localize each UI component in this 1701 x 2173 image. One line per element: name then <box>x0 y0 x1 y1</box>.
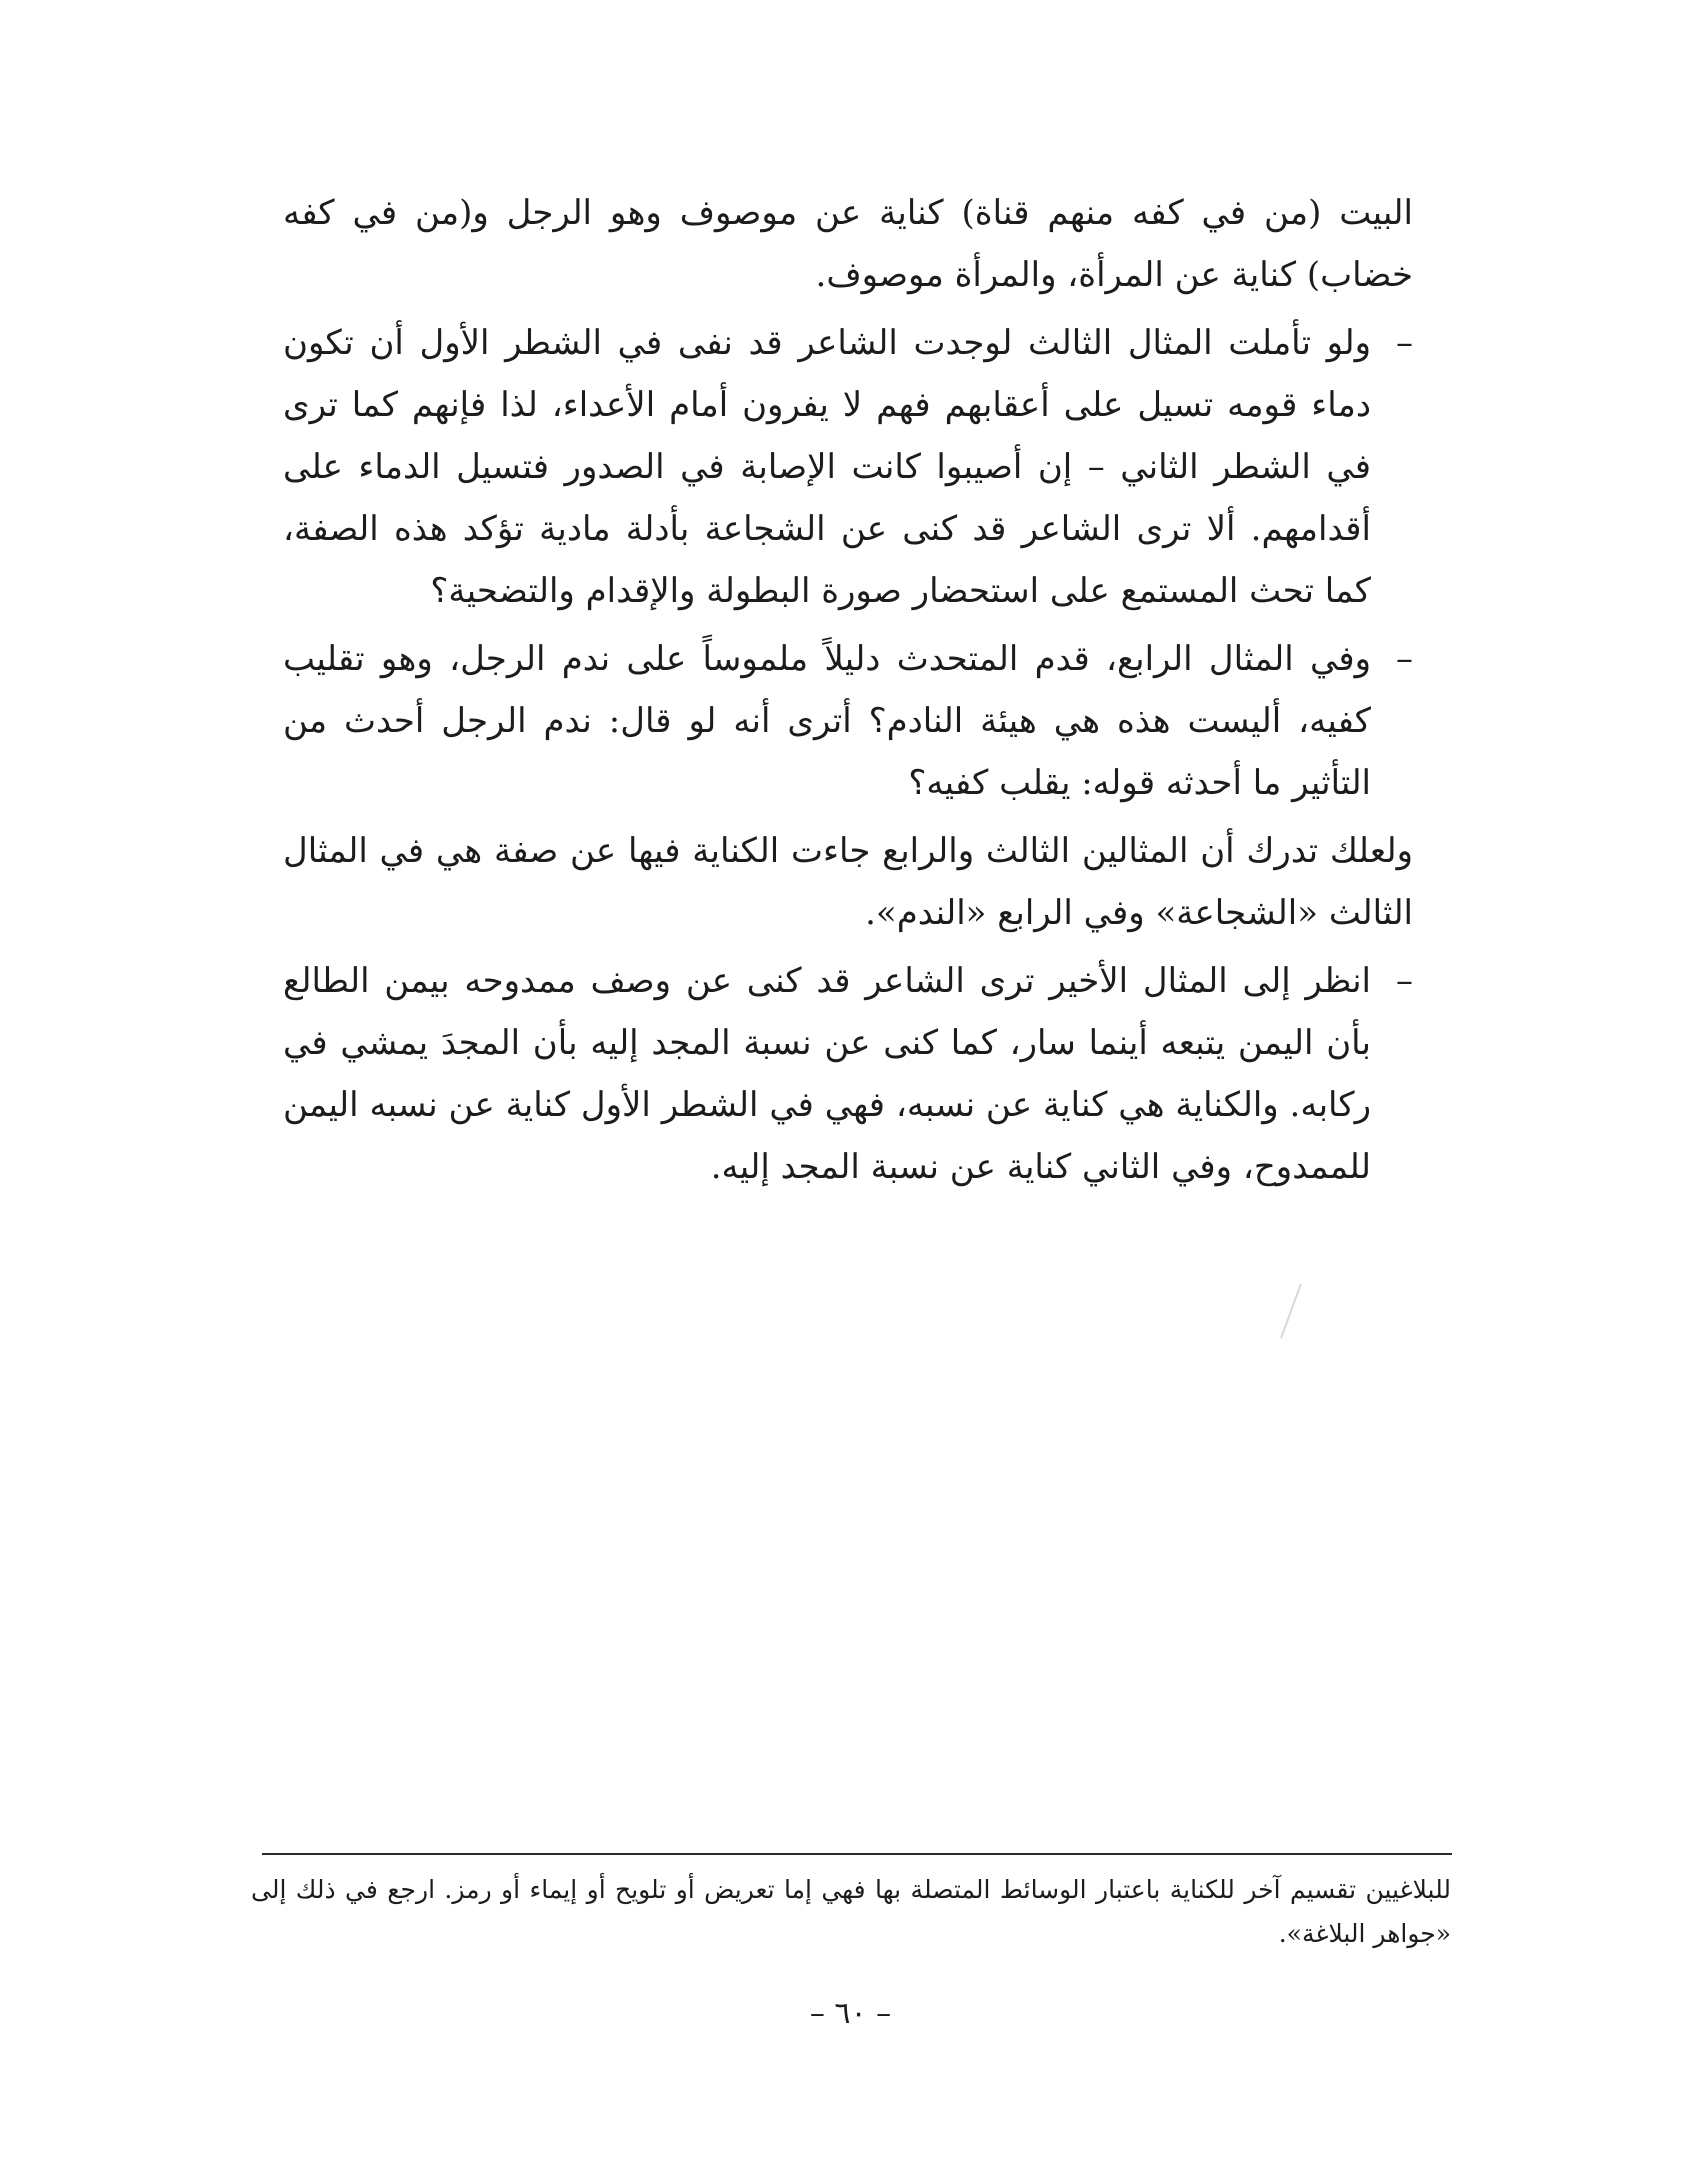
paragraph-2-bullet <box>283 312 1413 622</box>
footnote: للبلاغيين تقسيم آخر للكناية باعتبار الوسائط المتصلة بها فهي إما تعريض أو تلويح أو إيماء أو رمز. ارجع في ذلك إلى «جواهر البلاغة». <box>251 1875 1451 1948</box>
paragraph-2: ولو تأملت المثال الثالث لوجدت الشاعر قد نفى في الشطر الأول أن تكون دماء قومه تسيل على أعقابهم فهم لا يفرون أمام الأعداء، لذا فإنهم كما ترى في الشطر الثاني – إن أصيبوا كانت الإصابة في الصدور فتسيل الدماء على أقدامهم. ألا ترى الشاعر قد كنى عن الشجاعة بأدلة مادية تؤكد هذه الصفة، كما تحث المستمع على استحضار صورة البطولة والإقدام والتضحية؟ <box>283 323 1371 611</box>
footnote-divider <box>262 1853 1452 1855</box>
page-number: – ٦٠ – <box>809 1996 892 2031</box>
main-text-block <box>283 182 1413 1204</box>
paragraph-3: وفي المثال الرابع، قدم المتحدث دليلاً ملموساً على ندم الرجل، وهو تقليب كفيه، أليست هذه هي هيئة النادم؟ أترى أنه لو قال: ندم الرجل أحدث من التأثير ما أحدثه قوله: يقلب كفيه؟ <box>283 639 1371 803</box>
bullet-dash: – <box>1396 639 1413 679</box>
bullet-dash: – <box>1396 961 1413 1001</box>
scan-mark <box>1280 1283 1302 1338</box>
paragraph-5-bullet <box>283 950 1413 1198</box>
paragraph-3-bullet <box>283 628 1413 814</box>
paragraph-5: انظر إلى المثال الأخير ترى الشاعر قد كنى عن وصف ممدوحه بيمن الطالع بأن اليمن يتبعه أينما سار، كما كنى عن نسبة المجد إليه بأن المجدَ يمشي في ركابه. والكناية هي كناية عن نسبه، فهي في الشطر الأول كناية عن نسبه اليمن للممدوح، وفي الثاني كناية عن نسبة المجد إليه. <box>283 961 1371 1187</box>
paragraph-1: البيت (من في كفه منهم قناة) كناية عن موصوف وهو الرجل و(من في كفه خضاب) كناية عن المرأة، والمرأة موصوف. <box>283 193 1413 295</box>
paragraph-4: ولعلك تدرك أن المثالين الثالث والرابع جاءت الكناية فيها عن صفة هي في المثال الثالث «الشجاعة» وفي الرابع «الندم». <box>283 831 1413 933</box>
bullet-dash: – <box>1396 323 1413 363</box>
